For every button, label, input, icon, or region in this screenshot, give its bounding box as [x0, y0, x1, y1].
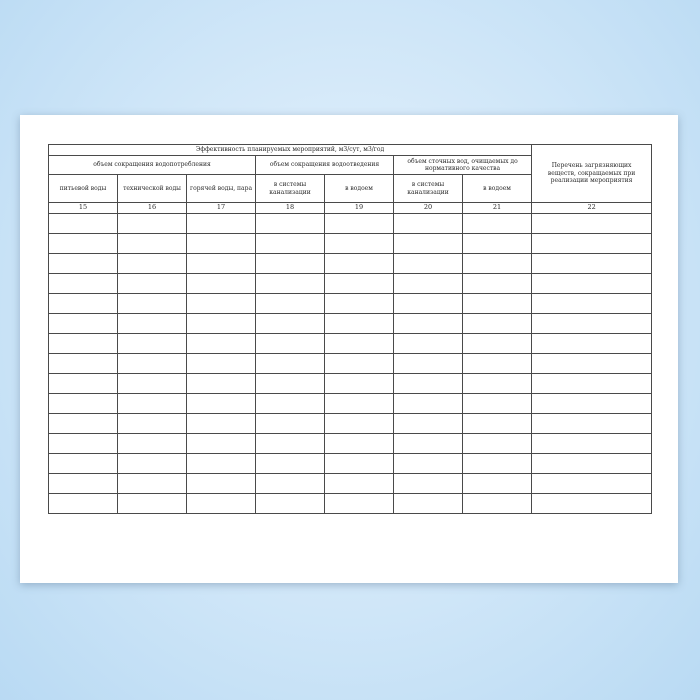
table-cell[interactable]	[49, 354, 118, 374]
table-cell[interactable]	[532, 374, 652, 394]
table-cell[interactable]	[325, 394, 394, 414]
column-number: 17	[187, 203, 256, 214]
table-cell[interactable]	[463, 434, 532, 454]
table-cell[interactable]	[256, 254, 325, 274]
table-cell[interactable]	[325, 254, 394, 274]
table-cell[interactable]	[394, 354, 463, 374]
table-cell[interactable]	[49, 334, 118, 354]
table-cell[interactable]	[325, 334, 394, 354]
table-cell[interactable]	[49, 234, 118, 254]
table-cell[interactable]	[394, 434, 463, 454]
table-cell[interactable]	[532, 394, 652, 414]
table-cell[interactable]	[118, 414, 187, 434]
table-row	[49, 394, 652, 414]
table-cell[interactable]	[394, 394, 463, 414]
table-cell[interactable]	[187, 374, 256, 394]
table-cell[interactable]	[394, 314, 463, 334]
table-cell[interactable]	[394, 214, 463, 234]
table-cell[interactable]	[118, 374, 187, 394]
table-cell[interactable]	[325, 434, 394, 454]
table-cell[interactable]	[325, 354, 394, 374]
table-cell[interactable]	[49, 214, 118, 234]
column-header: горячей воды, пара	[187, 175, 256, 203]
column-number: 22	[532, 203, 652, 214]
table-cell[interactable]	[256, 394, 325, 414]
table-cell[interactable]	[463, 374, 532, 394]
table-cell[interactable]	[118, 214, 187, 234]
table-cell[interactable]	[118, 294, 187, 314]
table-cell[interactable]	[325, 374, 394, 394]
table-cell[interactable]	[325, 314, 394, 334]
table-cell[interactable]	[394, 454, 463, 474]
table-cell[interactable]	[49, 434, 118, 454]
table-cell[interactable]	[256, 214, 325, 234]
table-row	[49, 494, 652, 514]
table-cell[interactable]	[118, 494, 187, 514]
table-cell[interactable]	[187, 394, 256, 414]
table-row	[49, 234, 652, 254]
table-cell[interactable]	[118, 394, 187, 414]
table-cell[interactable]	[532, 234, 652, 254]
table-cell[interactable]	[118, 254, 187, 274]
column-header: в системы канализации	[256, 175, 325, 203]
table-cell[interactable]	[49, 294, 118, 314]
column-number: 15	[49, 203, 118, 214]
table-cell[interactable]	[118, 434, 187, 454]
table-row	[49, 274, 652, 294]
table-cell[interactable]	[394, 274, 463, 294]
table-cell[interactable]	[49, 494, 118, 514]
column-header: в водоем	[325, 175, 394, 203]
table-cell[interactable]	[463, 294, 532, 314]
pollutants-list-header: Перечень загрязняющих веществ, сокращаемых при реализации мероприятия	[532, 145, 652, 203]
water-efficiency-table	[48, 144, 652, 514]
table-cell[interactable]	[532, 434, 652, 454]
table-cell[interactable]	[256, 434, 325, 454]
table-cell[interactable]	[256, 454, 325, 474]
column-header: питьевой воды	[49, 175, 118, 203]
table-cell[interactable]	[532, 214, 652, 234]
table-cell[interactable]	[187, 434, 256, 454]
subgroup-water-consumption: объем сокращения водопотребления	[49, 156, 256, 175]
table-cell[interactable]	[118, 334, 187, 354]
table-cell[interactable]	[463, 214, 532, 234]
table-cell[interactable]	[463, 494, 532, 514]
table-cell[interactable]	[187, 494, 256, 514]
table-cell[interactable]	[463, 334, 532, 354]
table-row	[49, 214, 652, 234]
table-cell[interactable]	[463, 354, 532, 374]
table-cell[interactable]	[394, 414, 463, 434]
table-cell[interactable]	[394, 234, 463, 254]
column-number: 21	[463, 203, 532, 214]
table-cell[interactable]	[463, 234, 532, 254]
table-cell[interactable]	[49, 454, 118, 474]
table-cell[interactable]	[187, 274, 256, 294]
table-cell[interactable]	[49, 474, 118, 494]
table-cell[interactable]	[463, 454, 532, 474]
subgroup-water-disposal: объем сокращения водоотведения	[256, 156, 394, 175]
column-number: 18	[256, 203, 325, 214]
table-cell[interactable]	[187, 454, 256, 474]
column-header: технической воды	[118, 175, 187, 203]
table-cell[interactable]	[463, 414, 532, 434]
table-cell[interactable]	[532, 334, 652, 354]
table-cell[interactable]	[49, 274, 118, 294]
table-cell[interactable]	[394, 294, 463, 314]
table-cell[interactable]	[49, 414, 118, 434]
table-cell[interactable]	[325, 494, 394, 514]
table-cell[interactable]	[256, 354, 325, 374]
table-cell[interactable]	[187, 474, 256, 494]
column-header: в водоем	[463, 175, 532, 203]
table-cell[interactable]	[118, 354, 187, 374]
table-cell[interactable]	[532, 254, 652, 274]
table-row	[49, 414, 652, 434]
table-row	[49, 334, 652, 354]
table-cell[interactable]	[532, 494, 652, 514]
column-number: 16	[118, 203, 187, 214]
table-cell[interactable]	[118, 274, 187, 294]
table-cell[interactable]	[49, 394, 118, 414]
table-cell[interactable]	[325, 234, 394, 254]
table-cell[interactable]	[394, 254, 463, 274]
table-cell[interactable]	[463, 394, 532, 414]
table-cell[interactable]	[463, 274, 532, 294]
group-header: Эффективность планируемых мероприятий, м3/сут, м3/год	[49, 145, 532, 156]
table-row	[49, 454, 652, 474]
table-cell[interactable]	[463, 254, 532, 274]
table-cell[interactable]	[256, 414, 325, 434]
table-row	[49, 434, 652, 454]
table-cell[interactable]	[256, 374, 325, 394]
table-cell[interactable]	[49, 374, 118, 394]
table-cell[interactable]	[532, 474, 652, 494]
table-cell[interactable]	[187, 414, 256, 434]
table-cell[interactable]	[394, 474, 463, 494]
table-cell[interactable]	[532, 274, 652, 294]
table-cell[interactable]	[256, 294, 325, 314]
table-row	[49, 474, 652, 494]
table-cell[interactable]	[187, 234, 256, 254]
table-cell[interactable]	[256, 274, 325, 294]
form-sheet	[20, 115, 678, 583]
table-cell[interactable]	[118, 314, 187, 334]
table-cell[interactable]	[49, 314, 118, 334]
table-cell[interactable]	[256, 314, 325, 334]
table-cell[interactable]	[49, 254, 118, 274]
table-cell[interactable]	[118, 474, 187, 494]
table-cell[interactable]	[118, 234, 187, 254]
column-number: 20	[394, 203, 463, 214]
table-cell[interactable]	[532, 354, 652, 374]
table-row	[49, 354, 652, 374]
table-cell[interactable]	[532, 314, 652, 334]
column-header: в системы канализации	[394, 175, 463, 203]
table-cell[interactable]	[394, 374, 463, 394]
table-cell[interactable]	[187, 214, 256, 234]
table-row	[49, 314, 652, 334]
table-cell[interactable]	[325, 454, 394, 474]
table-cell[interactable]	[532, 294, 652, 314]
table-cell[interactable]	[187, 314, 256, 334]
table-cell[interactable]	[325, 414, 394, 434]
table-row	[49, 254, 652, 274]
table-row	[49, 374, 652, 394]
table-cell[interactable]	[394, 334, 463, 354]
table-cell[interactable]	[118, 454, 187, 474]
table-cell[interactable]	[187, 254, 256, 274]
table-cell[interactable]	[325, 214, 394, 234]
table-cell[interactable]	[187, 354, 256, 374]
table-cell[interactable]	[256, 474, 325, 494]
table-cell[interactable]	[187, 294, 256, 314]
table-cell[interactable]	[256, 234, 325, 254]
table-cell[interactable]	[463, 474, 532, 494]
table-cell[interactable]	[256, 334, 325, 354]
subgroup-treated-wastewater: объем сточных вод, очищаемых до нормативного качества	[394, 156, 532, 175]
table-cell[interactable]	[532, 454, 652, 474]
table-cell[interactable]	[394, 494, 463, 514]
table-cell[interactable]	[187, 334, 256, 354]
table-cell[interactable]	[463, 314, 532, 334]
table-cell[interactable]	[532, 414, 652, 434]
table-cell[interactable]	[256, 494, 325, 514]
table-cell[interactable]	[325, 474, 394, 494]
column-number: 19	[325, 203, 394, 214]
table-cell[interactable]	[325, 274, 394, 294]
table-row	[49, 294, 652, 314]
table-cell[interactable]	[325, 294, 394, 314]
